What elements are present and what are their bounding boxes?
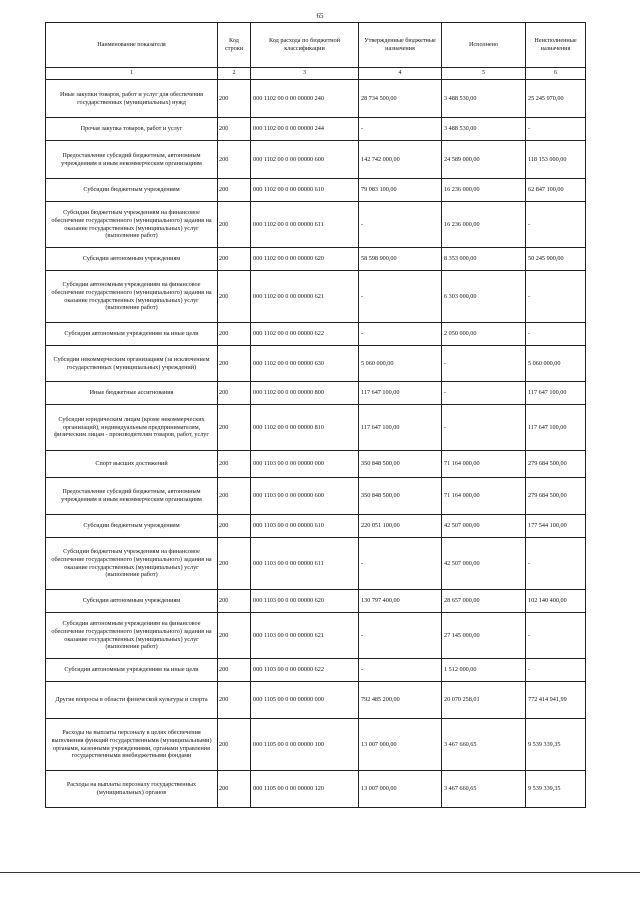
header-approved: Утвержденные бюджетные назначения xyxy=(359,23,442,68)
row-name: Расходы на выплаты персоналу в целях обеспечения выполнения функций государственными (муниципальными) органами, казенными учреждениями, органами управления государственными внебюджетными фондами xyxy=(46,719,218,771)
row-executed-amount: - xyxy=(442,382,526,405)
row-executed-amount: 42 507 000,00 xyxy=(442,538,526,590)
row-executed-amount: 3 467 660,65 xyxy=(442,719,526,771)
table-row xyxy=(46,141,586,179)
row-budget-code: 000 1103 00 0 00 00000 000 xyxy=(251,451,359,478)
column-number: 3 xyxy=(251,68,359,80)
table-row xyxy=(46,771,586,808)
row-name: Субсидии автономным учреждениям xyxy=(46,590,218,613)
row-line-code: 200 xyxy=(218,382,251,405)
row-line-code: 200 xyxy=(218,538,251,590)
row-name: Субсидии бюджетным учреждениям xyxy=(46,179,218,202)
row-approved-amount: 28 734 500,00 xyxy=(359,80,442,118)
row-unexecuted-amount: 279 684 500,00 xyxy=(526,478,586,515)
row-approved-amount: 792 485 200,00 xyxy=(359,682,442,719)
row-unexecuted-amount: 117 647 100,00 xyxy=(526,382,586,405)
row-name: Субсидии автономным учреждениям xyxy=(46,248,218,271)
row-executed-amount: 20 070 258,01 xyxy=(442,682,526,719)
column-number: 6 xyxy=(526,68,586,80)
header-budget-code: Код расхода по бюджетной классификации xyxy=(251,23,359,68)
row-approved-amount: - xyxy=(359,271,442,323)
header-executed: Исполнено xyxy=(442,23,526,68)
row-name: Субсидии некоммерческим организациям (за исключением государственных (муниципальных) учреждений) xyxy=(46,346,218,382)
row-budget-code: 000 1105 00 0 00 00000 000 xyxy=(251,682,359,719)
row-approved-amount: - xyxy=(359,538,442,590)
row-approved-amount: 220 051 100,00 xyxy=(359,515,442,538)
row-approved-amount: - xyxy=(359,323,442,346)
row-budget-code: 000 1103 00 0 00 00000 600 xyxy=(251,478,359,515)
table-row xyxy=(46,590,586,613)
row-line-code: 200 xyxy=(218,323,251,346)
table-row xyxy=(46,405,586,451)
row-name: Субсидии автономным учреждениям на финансовое обеспечение государственного (муниципального) задания на оказание государственных (муниципальных) услуг (выполнение работ) xyxy=(46,271,218,323)
row-line-code: 200 xyxy=(218,179,251,202)
row-budget-code: 000 1103 00 0 00 00000 611 xyxy=(251,538,359,590)
table-row xyxy=(46,118,586,141)
row-executed-amount: 3 488 530,00 xyxy=(442,80,526,118)
row-unexecuted-amount: 5 060 000,00 xyxy=(526,346,586,382)
row-unexecuted-amount: - xyxy=(526,271,586,323)
table-row xyxy=(46,613,586,659)
row-line-code: 200 xyxy=(218,80,251,118)
table-row xyxy=(46,515,586,538)
row-unexecuted-amount: 25 245 970,00 xyxy=(526,80,586,118)
row-unexecuted-amount: - xyxy=(526,613,586,659)
row-name: Субсидии автономным учреждениям на финансовое обеспечение государственного (муниципального) задания на оказание государственных (муниципальных) услуг (выполнение работ) xyxy=(46,613,218,659)
row-unexecuted-amount: - xyxy=(526,659,586,682)
row-executed-amount: 71 164 000,00 xyxy=(442,478,526,515)
row-budget-code: 000 1102 00 0 00 00000 611 xyxy=(251,202,359,248)
row-executed-amount: 27 145 000,00 xyxy=(442,613,526,659)
row-line-code: 200 xyxy=(218,682,251,719)
row-name: Предоставление субсидий бюджетным, автономным учреждениям и иным некоммерческим организациям xyxy=(46,141,218,179)
row-executed-amount: 24 589 000,00 xyxy=(442,141,526,179)
header-line-code: Код строки xyxy=(218,23,251,68)
row-line-code: 200 xyxy=(218,719,251,771)
column-number: 4 xyxy=(359,68,442,80)
row-budget-code: 000 1102 00 0 00 00000 620 xyxy=(251,248,359,271)
row-name: Субсидии юридическим лицам (кроме некоммерческих организаций), индивидуальным предпринимателям, физическим лицам - производителям товаров, работ, услуг xyxy=(46,405,218,451)
row-line-code: 200 xyxy=(218,346,251,382)
row-unexecuted-amount: 772 414 941,99 xyxy=(526,682,586,719)
row-approved-amount: 58 598 900,00 xyxy=(359,248,442,271)
table-row xyxy=(46,382,586,405)
row-executed-amount: 3 488 530,00 xyxy=(442,118,526,141)
row-executed-amount: 28 657 000,00 xyxy=(442,590,526,613)
table-row xyxy=(46,538,586,590)
row-unexecuted-amount: - xyxy=(526,323,586,346)
bottom-rule xyxy=(0,872,640,873)
row-unexecuted-amount: 117 647 100,00 xyxy=(526,405,586,451)
table-row xyxy=(46,659,586,682)
row-line-code: 200 xyxy=(218,590,251,613)
row-approved-amount: - xyxy=(359,613,442,659)
row-approved-amount: - xyxy=(359,202,442,248)
row-unexecuted-amount: - xyxy=(526,538,586,590)
budget-execution-table xyxy=(45,22,586,808)
row-budget-code: 000 1103 00 0 00 00000 610 xyxy=(251,515,359,538)
row-name: Иные бюджетные ассигнования xyxy=(46,382,218,405)
table-row xyxy=(46,80,586,118)
row-name: Субсидии бюджетным учреждениям xyxy=(46,515,218,538)
column-number: 2 xyxy=(218,68,251,80)
row-unexecuted-amount: 279 684 500,00 xyxy=(526,451,586,478)
row-unexecuted-amount: - xyxy=(526,202,586,248)
column-number: 5 xyxy=(442,68,526,80)
table-row xyxy=(46,179,586,202)
row-line-code: 200 xyxy=(218,202,251,248)
row-budget-code: 000 1102 00 0 00 00000 600 xyxy=(251,141,359,179)
row-approved-amount: - xyxy=(359,659,442,682)
row-approved-amount: 142 742 000,00 xyxy=(359,141,442,179)
row-name: Прочая закупка товаров, работ и услуг xyxy=(46,118,218,141)
row-executed-amount: 3 467 660,65 xyxy=(442,771,526,808)
row-unexecuted-amount: 9 539 339,35 xyxy=(526,719,586,771)
row-budget-code: 000 1103 00 0 00 00000 621 xyxy=(251,613,359,659)
row-executed-amount: 16 236 000,00 xyxy=(442,179,526,202)
row-unexecuted-amount: 62 847 100,00 xyxy=(526,179,586,202)
row-unexecuted-amount: 118 153 000,00 xyxy=(526,141,586,179)
row-approved-amount: - xyxy=(359,118,442,141)
row-name: Субсидии автономным учреждениям на иные цели xyxy=(46,659,218,682)
row-executed-amount: 6 303 000,00 xyxy=(442,271,526,323)
row-budget-code: 000 1102 00 0 00 00000 610 xyxy=(251,179,359,202)
row-approved-amount: 13 007 000,00 xyxy=(359,771,442,808)
row-line-code: 200 xyxy=(218,613,251,659)
row-line-code: 200 xyxy=(218,771,251,808)
table-row xyxy=(46,323,586,346)
row-name: Предоставление субсидий бюджетным, автономным учреждениям и иным некоммерческим организациям xyxy=(46,478,218,515)
row-approved-amount: 350 848 500,00 xyxy=(359,478,442,515)
row-budget-code: 000 1103 00 0 00 00000 620 xyxy=(251,590,359,613)
table-row xyxy=(46,346,586,382)
row-unexecuted-amount: 102 140 400,00 xyxy=(526,590,586,613)
row-unexecuted-amount: 50 245 900,00 xyxy=(526,248,586,271)
row-budget-code: 000 1102 00 0 00 00000 810 xyxy=(251,405,359,451)
row-executed-amount: - xyxy=(442,346,526,382)
row-approved-amount: 79 083 100,00 xyxy=(359,179,442,202)
page-number: 65 xyxy=(316,12,324,20)
row-unexecuted-amount: 9 539 339,35 xyxy=(526,771,586,808)
row-approved-amount: 117 647 100,00 xyxy=(359,382,442,405)
table-row xyxy=(46,271,586,323)
header-name: Наименование показателя xyxy=(46,23,218,68)
row-budget-code: 000 1102 00 0 00 00000 630 xyxy=(251,346,359,382)
table-header-row xyxy=(46,23,586,68)
row-line-code: 200 xyxy=(218,478,251,515)
row-approved-amount: 130 797 400,00 xyxy=(359,590,442,613)
row-unexecuted-amount: 177 544 100,00 xyxy=(526,515,586,538)
row-line-code: 200 xyxy=(218,271,251,323)
row-name: Субсидии бюджетным учреждениям на финансовое обеспечение государственного (муниципального) задания на оказание государственных (муниципальных) услуг (выполнение работ) xyxy=(46,202,218,248)
table-row xyxy=(46,451,586,478)
row-budget-code: 000 1102 00 0 00 00000 621 xyxy=(251,271,359,323)
table-row xyxy=(46,478,586,515)
row-executed-amount: 71 164 000,00 xyxy=(442,451,526,478)
row-budget-code: 000 1105 00 0 00 00000 100 xyxy=(251,719,359,771)
row-name: Другие вопросы в области физической культуры и спорта xyxy=(46,682,218,719)
row-executed-amount: 42 507 000,00 xyxy=(442,515,526,538)
column-number-row xyxy=(46,68,586,80)
table-row xyxy=(46,719,586,771)
row-budget-code: 000 1102 00 0 00 00000 800 xyxy=(251,382,359,405)
row-line-code: 200 xyxy=(218,248,251,271)
row-executed-amount: 8 353 000,00 xyxy=(442,248,526,271)
row-budget-code: 000 1105 00 0 00 00000 120 xyxy=(251,771,359,808)
row-line-code: 200 xyxy=(218,141,251,179)
row-budget-code: 000 1102 00 0 00 00000 622 xyxy=(251,323,359,346)
row-budget-code: 000 1102 00 0 00 00000 244 xyxy=(251,118,359,141)
row-name: Расходы на выплаты персоналу государственных (муниципальных) органов xyxy=(46,771,218,808)
row-name: Субсидии автономным учреждениям на иные цели xyxy=(46,323,218,346)
table-row xyxy=(46,682,586,719)
row-name: Иные закупки товаров, работ и услуг для обеспечения государственных (муниципальных) нужд xyxy=(46,80,218,118)
row-executed-amount: 1 512 000,00 xyxy=(442,659,526,682)
row-approved-amount: 5 060 000,00 xyxy=(359,346,442,382)
row-approved-amount: 350 848 500,00 xyxy=(359,451,442,478)
row-line-code: 200 xyxy=(218,659,251,682)
row-name: Субсидии бюджетным учреждениям на финансовое обеспечение государственного (муниципального) задания на оказание государственных (муниципальных) услуг (выполнение работ) xyxy=(46,538,218,590)
row-budget-code: 000 1103 00 0 00 00000 622 xyxy=(251,659,359,682)
row-executed-amount: - xyxy=(442,405,526,451)
row-name: Спорт высших достижений xyxy=(46,451,218,478)
row-approved-amount: 117 647 100,00 xyxy=(359,405,442,451)
row-line-code: 200 xyxy=(218,451,251,478)
column-number: 1 xyxy=(46,68,218,80)
row-line-code: 200 xyxy=(218,118,251,141)
table-body xyxy=(46,80,586,808)
table-row xyxy=(46,248,586,271)
table-row xyxy=(46,202,586,248)
row-executed-amount: 2 050 000,00 xyxy=(442,323,526,346)
row-line-code: 200 xyxy=(218,405,251,451)
row-line-code: 200 xyxy=(218,515,251,538)
row-approved-amount: 13 007 000,00 xyxy=(359,719,442,771)
row-unexecuted-amount: - xyxy=(526,118,586,141)
header-unexecuted: Неисполненные назначения xyxy=(526,23,586,68)
row-executed-amount: 16 236 000,00 xyxy=(442,202,526,248)
row-budget-code: 000 1102 00 0 00 00000 240 xyxy=(251,80,359,118)
